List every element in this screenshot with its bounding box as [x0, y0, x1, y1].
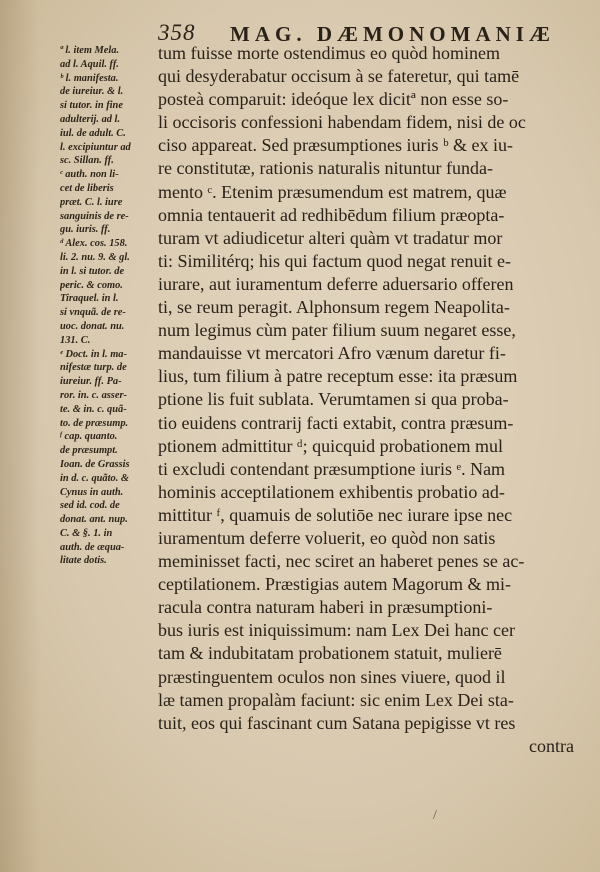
- margin-note-line: to. de præsump.: [60, 417, 129, 429]
- margin-note-line: auth. de æqua-: [60, 541, 125, 553]
- margin-note-line: uoc. donat. nu.: [60, 320, 125, 332]
- text-line: tuit, eos qui fascinant cum Satana pepigisse vt res: [158, 712, 516, 733]
- margin-note-line: 131. C.: [60, 334, 91, 346]
- body-text: [158, 42, 580, 758]
- margin-note-line: sanguinis de re-: [60, 210, 129, 222]
- margin-note-line: gu. iuris. ff.: [60, 224, 111, 236]
- margin-note-line: te. & in. c. quã-: [60, 403, 127, 415]
- page-number: 358: [158, 20, 196, 45]
- text-line: ceptilationem. Præstigias autem Magorum & mi-: [158, 574, 511, 595]
- margin-note-line: adulterij. ad l.: [60, 113, 121, 125]
- margin-note-line: li. 2. nu. 9. & gl.: [60, 251, 130, 263]
- text-line: mandauisse vt mercatori Afro vænum daretur fi-: [158, 343, 506, 364]
- margin-note-line: ror. in. c. asser-: [60, 389, 127, 401]
- text-line: tam & indubitatam probationem statuit, mulierē: [158, 643, 502, 664]
- margin-note-line: Cynus in auth.: [60, 486, 124, 498]
- margin-note-line: ª l. item Mela.: [60, 45, 120, 56]
- margin-note-line: sed id. cod. de: [60, 500, 120, 512]
- text-line: mento ᶜ. Etenim præsumendum est matrem, quæ: [158, 181, 507, 202]
- margin-note-line: in d. c. quãto. &: [60, 472, 129, 484]
- margin-note-line: in l. si tutor. de: [60, 265, 125, 277]
- text-line: ptionem admittitur ᵈ; quicquid probationem mul: [158, 435, 504, 456]
- margin-note-line: donat. ant. nup.: [60, 514, 128, 526]
- marginal-notes: [60, 44, 156, 568]
- bottom-mark: /: [433, 808, 437, 823]
- text-line: ptione lis fuit sublata. Verumtamen si qua proba-: [158, 389, 509, 410]
- margin-note-line: ᵇ l. manifesta.: [60, 72, 119, 84]
- text-line: posteà comparuit: ideóque lex dicitª non esse so-: [158, 89, 509, 110]
- text-line: num legimus cùm pater filium suum negaret esse,: [158, 320, 516, 341]
- margin-note-line: si tutor. in fine: [60, 100, 123, 112]
- text-line: tio euidens contrarij facti extabit, contra præsum-: [158, 412, 514, 433]
- margin-note-line: C. & §. 1. in: [60, 527, 113, 539]
- gutter-shadow: [0, 0, 40, 872]
- text-line: ti, se reum peragit. Alphonsum regem Neapolita-: [158, 297, 510, 318]
- margin-note-line: litate dotis.: [60, 555, 107, 567]
- margin-note-line: sc. Sillan. ff.: [60, 155, 114, 167]
- text-line: præstinguentem oculos non sines viuere, quod il: [158, 666, 506, 687]
- text-line: lius, tum filium à patre receptum esse: ita præsum: [158, 366, 518, 387]
- margin-note-line: ad l. Aquil. ff.: [60, 58, 119, 70]
- margin-note-line: ᵈ Alex. cos. 158.: [60, 238, 128, 250]
- margin-note-line: cet de liberis: [60, 182, 114, 194]
- text-line: li occisoris confessioni habendam fidem, nisi de oc: [158, 112, 526, 133]
- text-line: læ tamen propalàm faciunt: sic enim Lex Dei sta-: [158, 689, 514, 710]
- margin-note-line: Tiraquel. in l.: [60, 293, 119, 305]
- text-line: hominis acceptilationem exhibentis probatio ad-: [158, 481, 505, 502]
- text-line: ti excludi contendant præsumptione iuris ᵉ. Nam: [158, 458, 506, 479]
- text-line: re constitutæ, rationis naturalis nituntur funda-: [158, 158, 493, 179]
- margin-note-line: iureiur. ff. Pa-: [60, 376, 122, 388]
- text-line: tum fuisse morte ostendimus eo quòd hominem: [158, 43, 500, 63]
- text-line: racula contra naturam haberi in præsumptioni-: [158, 597, 493, 618]
- margin-note-line: l. excipiuntur ad: [60, 141, 131, 153]
- text-line: iuramentum deferre voluerit, eo quòd non satis: [158, 527, 496, 548]
- margin-note-line: si vnquã. de re-: [60, 307, 126, 319]
- margin-note-line: ᶜ auth. non li-: [60, 169, 119, 181]
- margin-note-line: nifestæ turp. de: [60, 362, 127, 374]
- margin-note-line: iul. de adult. C.: [60, 127, 126, 139]
- text-line: mittitur ᶠ, quamuis de solutiōe nec iurare ipse nec: [158, 504, 513, 525]
- text-line: bus iuris est iniquissimum: nam Lex Dei hanc cer: [158, 620, 515, 641]
- margin-note-line: ᵉ Doct. in l. ma-: [60, 348, 127, 360]
- text-line: turam vt adiudicetur alteri quàm vt tradatur mor: [158, 227, 503, 248]
- running-title: MAG. DÆMONOMANIÆ: [230, 22, 555, 46]
- margin-note-line: peric. & como.: [60, 279, 123, 291]
- text-line: meminisset facti, nec sciret an haberet penes se ac-: [158, 551, 525, 572]
- text-line: qui desyderabatur occisum à se fateretur, qui tamē: [158, 66, 520, 87]
- margin-note-line: Ioan. de Grassis: [60, 458, 130, 470]
- margin-note-line: de præsumpt.: [60, 445, 118, 457]
- text-line: ti: Similitérq; his qui factum quod negat renuit e-: [158, 250, 511, 271]
- margin-note-line: ᶠ cap. quanto.: [60, 431, 118, 443]
- catchword: contra: [529, 735, 574, 756]
- text-line: ciso appareat. Sed præsumptiones iuris ᵇ & ex iu-: [158, 135, 514, 156]
- text-line: iurare, aut iuramentum deferre aduersario offeren: [158, 273, 514, 294]
- text-line: omnia tentauerit ad redhibēdum filium præopta-: [158, 204, 505, 225]
- margin-note-line: præt. C. l. iure: [60, 196, 123, 208]
- margin-note-line: de iureiur. & l.: [60, 86, 124, 98]
